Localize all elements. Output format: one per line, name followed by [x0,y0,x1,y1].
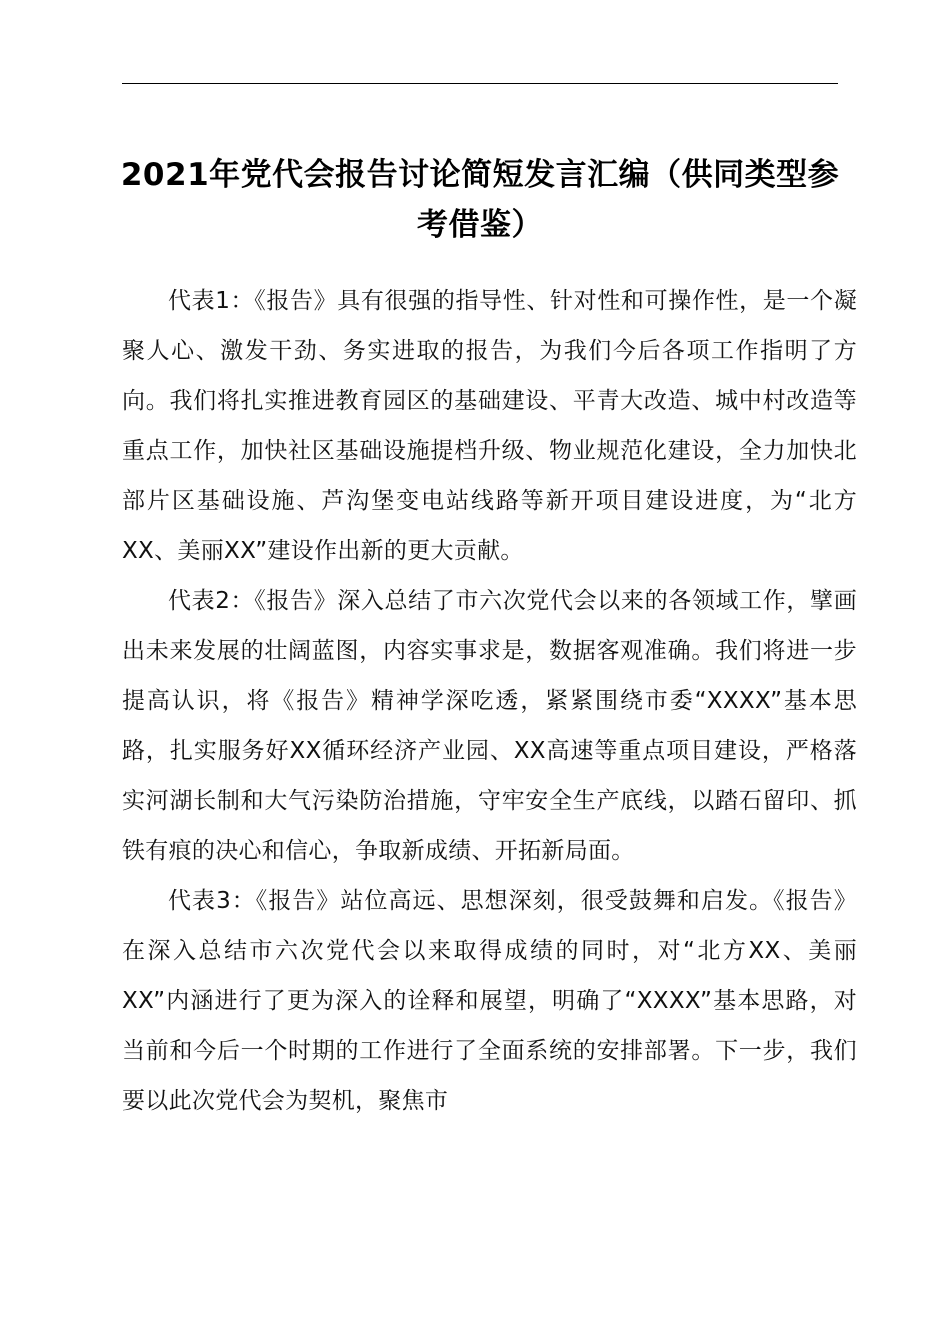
paragraph-delegate-1: 代表1：《报告》具有很强的指导性、针对性和可操作性，是一个凝聚人心、激发干劲、务实进取的报告，为我们今后各项工作指明了方向。我们将扎实推进教育园区的基础建设、平青大改造、城中村改造等重点工作，加快社区基础设施提档升级、物业规范化建设，全力加快北部片区基础设施、芦沟堡变电站线路等新开项目建设进度，为“北方XX、美丽XX”建设作出新的更大贡献。 [122,288,857,564]
document-title: 2021年党代会报告讨论简短发言汇编（供同类型参考借鉴） [120,157,840,243]
header-rule [122,83,838,84]
paragraph-delegate-2: 代表2：《报告》深入总结了市六次党代会以来的各领域工作，擘画出未来发展的壮阔蓝图，内容实事求是，数据客观准确。我们将进一步提高认识，将《报告》精神学深吃透，紧紧围绕市委“XXXX”基本思路，扎实服务好XX循环经济产业园、XX高速等重点项目建设，严格落实河湖长制和大气污染防治措施，守牢安全生产底线，以踏石留印、抓铁有痕的决心和信心，争取新成绩、开拓新局面。 [122,588,857,864]
paragraph-delegate-3: 代表3：《报告》站位高远、思想深刻，很受鼓舞和启发。《报告》在深入总结市六次党代会以来取得成绩的同时，对“北方XX、美丽XX”内涵进行了更为深入的诠释和展望，明确了“XXXX”基本思路，对当前和今后一个时期的工作进行了全面系统的安排部署。下一步，我们要以此次党代会为契机，聚焦市 [122,888,857,1114]
document-body [122,276,857,1126]
